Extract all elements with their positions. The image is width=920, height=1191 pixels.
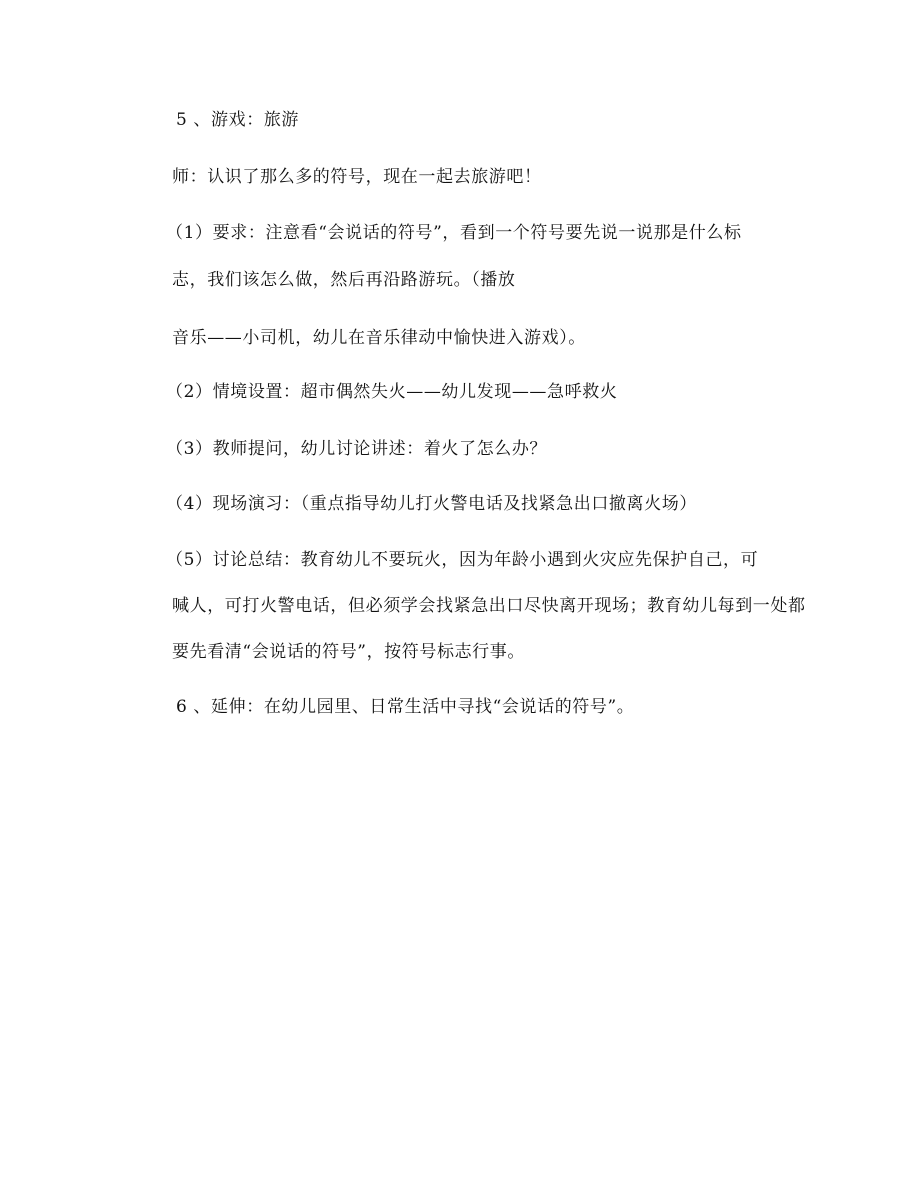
section-5-heading: 5 、游戏：旅游 [176,110,300,130]
item-1-line-1: （1）要求：注意看“会说话的符号”，看到一个符号要先说一说那是什么标 [166,223,742,243]
teacher-line: 师：认识了那么多的符号，现在一起去旅游吧！ [172,167,542,187]
item-3-line: （3）教师提问，幼儿讨论讲述：着火了怎么办？ [166,439,548,459]
item-5-line-2: 喊人，可打火警电话，但必须学会找紧急出口尽快离开现场；教育幼儿每到一处都 [172,596,806,616]
item-5-line-1: （5）讨论总结：教育幼儿不要玩火，因为年龄小遇到火灾应先保护自己，可 [166,550,759,570]
item-5-line-3: 要先看清“会说话的符号”，按符号标志行事。 [172,642,525,662]
item-1-line-2: 志，我们该怎么做，然后再沿路游玩。（播放 [172,270,516,290]
item-4-line: （4）现场演习：（重点指导幼儿打火警电话及找紧急出口撤离火场） [166,494,697,514]
section-6-line: 6 、延伸：在幼儿园里、日常生活中寻找“会说话的符号”。 [176,697,635,717]
item-1-line-3: 音乐——小司机，幼儿在音乐律动中愉快进入游戏）。 [172,328,586,348]
item-2-line: （2）情境设置：超市偶然失火——幼儿发现——急呼救火 [166,382,618,402]
